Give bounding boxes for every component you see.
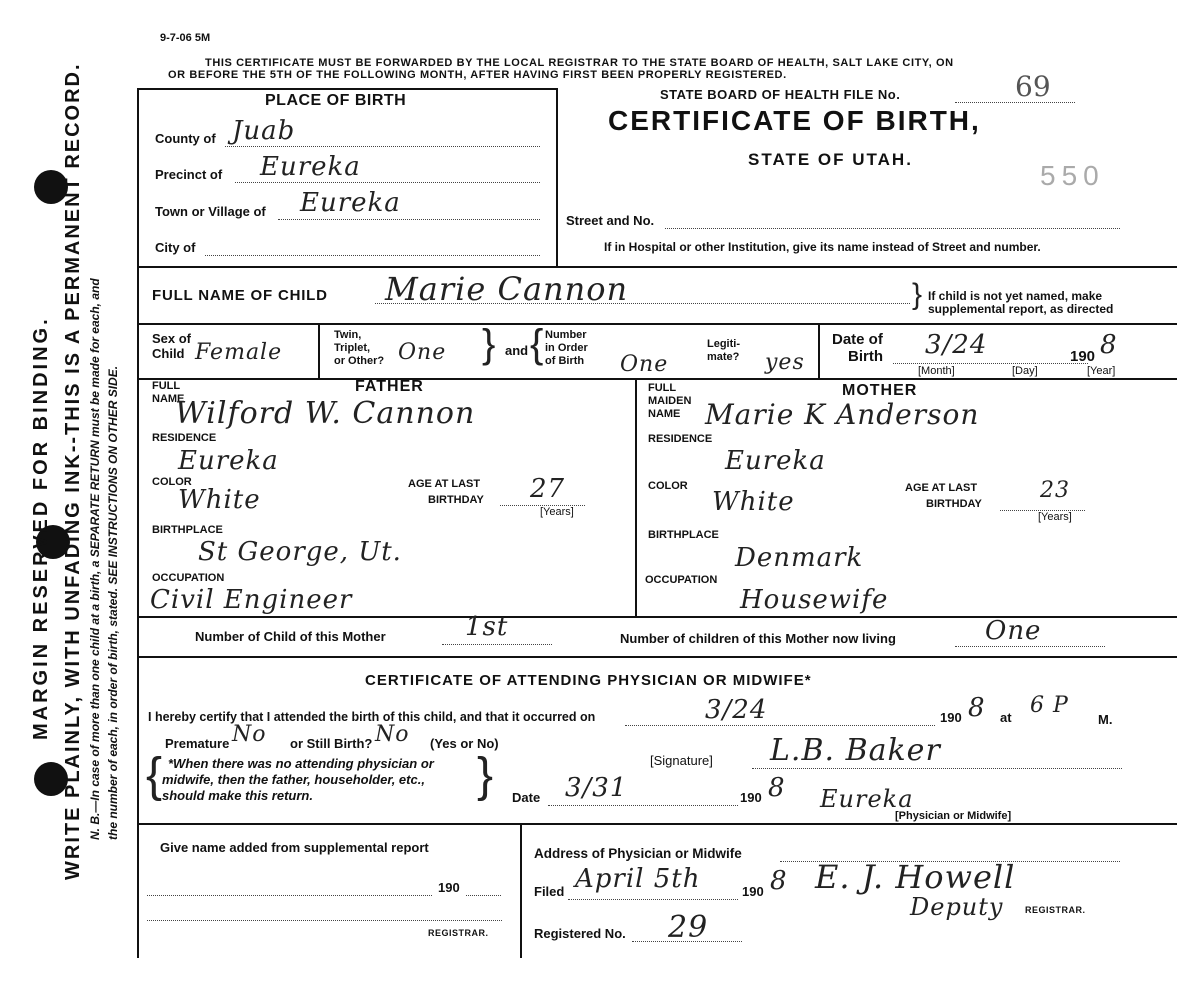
occurred-year-value[interactable]: 8 xyxy=(968,693,986,723)
registrar-signature-value[interactable]: E. J. Howell xyxy=(815,858,1016,896)
physician-date-label: Date xyxy=(512,790,541,805)
mother-occupation-label: OCCUPATION xyxy=(645,574,718,586)
father-name-value[interactable]: Wilford W. Cannon xyxy=(175,396,476,431)
mother-full-label-line2: MAIDEN xyxy=(648,395,692,407)
child-name-label: FULL NAME OF CHILD xyxy=(152,287,328,304)
signature-line xyxy=(752,768,1122,769)
town-label: Town or Village of xyxy=(155,204,266,219)
child-sex-divider xyxy=(318,323,320,378)
address-label: Address of Physician or Midwife xyxy=(534,846,742,861)
father-residence-value[interactable]: Eureka xyxy=(178,446,279,476)
mother-residence-value[interactable]: Eureka xyxy=(725,446,826,476)
and-label: and xyxy=(505,343,529,358)
physician-location-value[interactable]: Eureka xyxy=(820,785,914,813)
dob-year[interactable]: 8 xyxy=(1100,330,1118,360)
sex-value[interactable]: Female xyxy=(195,340,283,365)
child-name-brace: } xyxy=(912,278,923,311)
twin-label-line3: or Other? xyxy=(334,355,385,367)
frame-parents-divider xyxy=(635,378,637,616)
mother-heading: MOTHER xyxy=(842,382,918,399)
father-residence-label: RESIDENCE xyxy=(152,432,217,444)
not-named-note-line1: If child is not yet named, make xyxy=(928,289,1103,303)
father-birthplace-value[interactable]: St George, Ut. xyxy=(198,537,402,567)
mother-color-label: COLOR xyxy=(648,480,688,492)
father-full-label-line2: NAME xyxy=(152,393,185,405)
mother-name-value[interactable]: Marie K Anderson xyxy=(705,398,980,431)
filed-year[interactable]: 8 xyxy=(770,866,788,896)
father-heading: FATHER xyxy=(355,378,424,395)
physician-date-line xyxy=(548,805,738,806)
stamp-number: 550 xyxy=(1040,160,1105,191)
dob-year-prefix: 190 xyxy=(1070,348,1096,365)
frame-physician-top xyxy=(137,656,1177,658)
margin-ink-text: WRITE PLAINLY, WITH UNFADING INK--THIS IS A PERMANENT RECORD. xyxy=(62,62,84,880)
file-no-value: 69 xyxy=(1015,70,1051,103)
city-label: City of xyxy=(155,240,196,255)
precinct-line xyxy=(235,182,540,183)
child-number-label: Number of Child of this Mother xyxy=(195,629,386,644)
frame-child-top xyxy=(137,323,1177,325)
number-brace: { xyxy=(530,322,544,366)
filed-line xyxy=(568,899,738,900)
occurred-value[interactable]: 3/24 xyxy=(705,695,768,725)
physician-note-line2: midwife, then the father, householder, etc., xyxy=(162,772,425,787)
registered-number-value[interactable]: 29 xyxy=(668,910,709,945)
child-dob-divider xyxy=(818,323,820,378)
occurred-line xyxy=(625,725,935,726)
mother-occupation-value[interactable]: Housewife xyxy=(740,585,889,615)
supplemental-registrar-label: REGISTRAR. xyxy=(428,928,489,938)
county-line xyxy=(225,146,540,147)
mother-color-value[interactable]: White xyxy=(712,487,795,517)
certify-text: I hereby certify that I attended the birth of this child, and that it occurred on xyxy=(148,710,596,724)
mother-birthplace-label: BIRTHPLACE xyxy=(648,529,719,541)
mother-full-label-line1: FULL xyxy=(648,382,677,394)
supplemental-heading: Give name added from supplemental report xyxy=(160,840,429,855)
supplemental-line xyxy=(147,895,432,896)
yes-no-label: (Yes or No) xyxy=(430,736,499,751)
month-label: [Month] xyxy=(918,365,955,377)
supplemental-registrar-line xyxy=(147,920,502,921)
sex-label-line2: Child xyxy=(152,346,185,361)
still-birth-value[interactable]: No xyxy=(375,722,410,747)
father-years-label: [Years] xyxy=(540,506,574,518)
mother-full-label-line3: NAME xyxy=(648,408,681,420)
hospital-note: If in Hospital or other Institution, give its name instead of Street and number. xyxy=(604,240,1041,254)
occurred-year-prefix: 190 xyxy=(940,710,962,725)
not-named-note-line2: supplemental report, as directed xyxy=(928,302,1114,316)
certificate-subtitle: STATE OF UTAH. xyxy=(748,150,913,169)
father-age-label-line2: BIRTHDAY xyxy=(428,494,484,506)
registered-number-label: Registered No. xyxy=(534,926,626,941)
father-age-label-line1: AGE AT LAST xyxy=(408,478,481,490)
father-occupation-value[interactable]: Civil Engineer xyxy=(150,585,353,615)
frame-parents-top xyxy=(137,378,1177,380)
mother-age-value[interactable]: 23 xyxy=(1040,478,1070,503)
day-label: [Day] xyxy=(1012,365,1038,377)
number-label-line2: in Order xyxy=(545,342,588,354)
county-value[interactable]: Juab xyxy=(232,116,296,146)
signature-label: [Signature] xyxy=(650,753,713,768)
filed-year-prefix: 190 xyxy=(742,884,764,899)
child-number-line xyxy=(442,644,552,645)
sex-label-line1: Sex of xyxy=(152,331,192,346)
year-label: [Year] xyxy=(1087,365,1116,377)
town-value[interactable]: Eureka xyxy=(300,188,401,218)
supplemental-year-line xyxy=(466,895,501,896)
street-line xyxy=(665,228,1120,229)
filing-registrar-label: REGISTRAR. xyxy=(1025,905,1086,915)
twin-label-line1: Twin, xyxy=(334,329,362,341)
father-occupation-label: OCCUPATION xyxy=(152,572,225,584)
living-children-label: Number of children of this Mother now living xyxy=(620,631,896,646)
file-no-label: STATE BOARD OF HEALTH FILE No. xyxy=(660,87,901,102)
margin-note-line2: the number of each, in order of birth, stated. SEE INSTRUCTIONS ON OTHER SIDE. xyxy=(106,365,120,840)
legitimate-label-line2: mate? xyxy=(707,351,740,363)
margin-reserved-text: MARGIN RESERVED FOR BINDING. xyxy=(30,316,52,740)
twin-label-line2: Triplet, xyxy=(334,342,371,354)
physician-or-midwife-label: [Physician or Midwife] xyxy=(895,810,1012,822)
father-color-value[interactable]: White xyxy=(178,485,261,515)
still-birth-label: or Still Birth? xyxy=(290,736,373,751)
m-label: M. xyxy=(1098,712,1113,727)
dob-line xyxy=(893,363,1088,364)
signature-value[interactable]: L.B. Baker xyxy=(770,733,941,768)
father-color-label: COLOR xyxy=(152,476,192,488)
physician-note-line3: should make this return. xyxy=(162,788,313,803)
physician-date-year-prefix: 190 xyxy=(740,790,762,805)
legitimate-value[interactable]: yes xyxy=(765,350,805,375)
physician-note-brace-left: { xyxy=(146,749,163,802)
mother-birthplace-value[interactable]: Denmark xyxy=(735,543,864,573)
form-code: 9-7-06 5M xyxy=(160,32,211,44)
living-children-value[interactable]: One xyxy=(985,616,1042,646)
header-notice-line1: THIS CERTIFICATE MUST BE FORWARDED BY THE LOCAL REGISTRAR TO THE STATE BOARD OF HEALTH, SALT LAKE CITY, ON xyxy=(205,57,954,69)
mother-years-label: [Years] xyxy=(1038,511,1072,523)
twin-value[interactable]: One xyxy=(398,340,447,365)
frame-top-left xyxy=(137,88,557,90)
dob-label-line2: Birth xyxy=(848,348,883,365)
physician-note-line1: *When there was no attending physician or xyxy=(168,756,434,771)
mother-age-label-line2: BIRTHDAY xyxy=(926,498,982,510)
father-age-value[interactable]: 27 xyxy=(530,474,566,504)
frame-bottom-divider xyxy=(520,823,522,958)
supplemental-year-prefix: 190 xyxy=(438,880,460,895)
dob-label-line1: Date of xyxy=(832,331,883,348)
filed-label: Filed xyxy=(534,884,565,899)
father-full-label-line1: FULL xyxy=(152,380,181,392)
precinct-value[interactable]: Eureka xyxy=(260,152,361,182)
street-label: Street and No. xyxy=(566,213,655,228)
premature-value[interactable]: No xyxy=(232,722,267,747)
mother-residence-label: RESIDENCE xyxy=(648,433,713,445)
frame-bottom-section xyxy=(137,823,1177,825)
deputy-value[interactable]: Deputy xyxy=(910,893,1004,921)
number-label-line1: Number xyxy=(545,329,587,341)
number-value[interactable]: One xyxy=(620,352,669,377)
physician-note-brace-right: } xyxy=(477,749,494,802)
time-value[interactable]: 6 P xyxy=(1030,693,1069,718)
number-label-line3: of Birth xyxy=(545,355,585,367)
margin-note-line1: N. B.—In case of more than one child at a birth, a SEPARATE RETURN must be made for each, and xyxy=(88,278,102,840)
living-children-line xyxy=(955,646,1105,647)
twin-brace: } xyxy=(482,322,496,366)
legitimate-label-line1: Legiti- xyxy=(707,338,740,350)
frame-place-bottom xyxy=(137,266,1177,268)
child-name-value[interactable]: Marie Cannon xyxy=(385,270,629,308)
mother-age-label-line1: AGE AT LAST xyxy=(905,482,978,494)
town-line xyxy=(278,219,540,220)
city-line xyxy=(205,255,540,256)
premature-label: Premature xyxy=(165,736,230,751)
physician-date-year[interactable]: 8 xyxy=(768,773,786,803)
physician-date-value[interactable]: 3/31 xyxy=(565,773,628,803)
certificate-title: CERTIFICATE OF BIRTH, xyxy=(608,105,981,136)
place-of-birth-heading: PLACE OF BIRTH xyxy=(265,92,407,109)
frame-left xyxy=(137,88,139,958)
dob-value[interactable]: 3/24 xyxy=(925,330,988,360)
header-notice-line2: OR BEFORE THE 5TH OF THE FOLLOWING MONTH, AFTER HAVING FIRST BEEN PROPERLY REGISTERED. xyxy=(168,69,787,81)
frame-place-divider xyxy=(556,88,558,266)
father-birthplace-label: BIRTHPLACE xyxy=(152,524,223,536)
physician-heading: CERTIFICATE OF ATTENDING PHYSICIAN OR MIDWIFE* xyxy=(365,672,812,689)
at-label: at xyxy=(1000,710,1012,725)
filed-value[interactable]: April 5th xyxy=(575,864,701,894)
precinct-label: Precinct of xyxy=(155,167,223,182)
child-number-value[interactable]: 1st xyxy=(465,612,509,642)
county-label: County of xyxy=(155,131,216,146)
